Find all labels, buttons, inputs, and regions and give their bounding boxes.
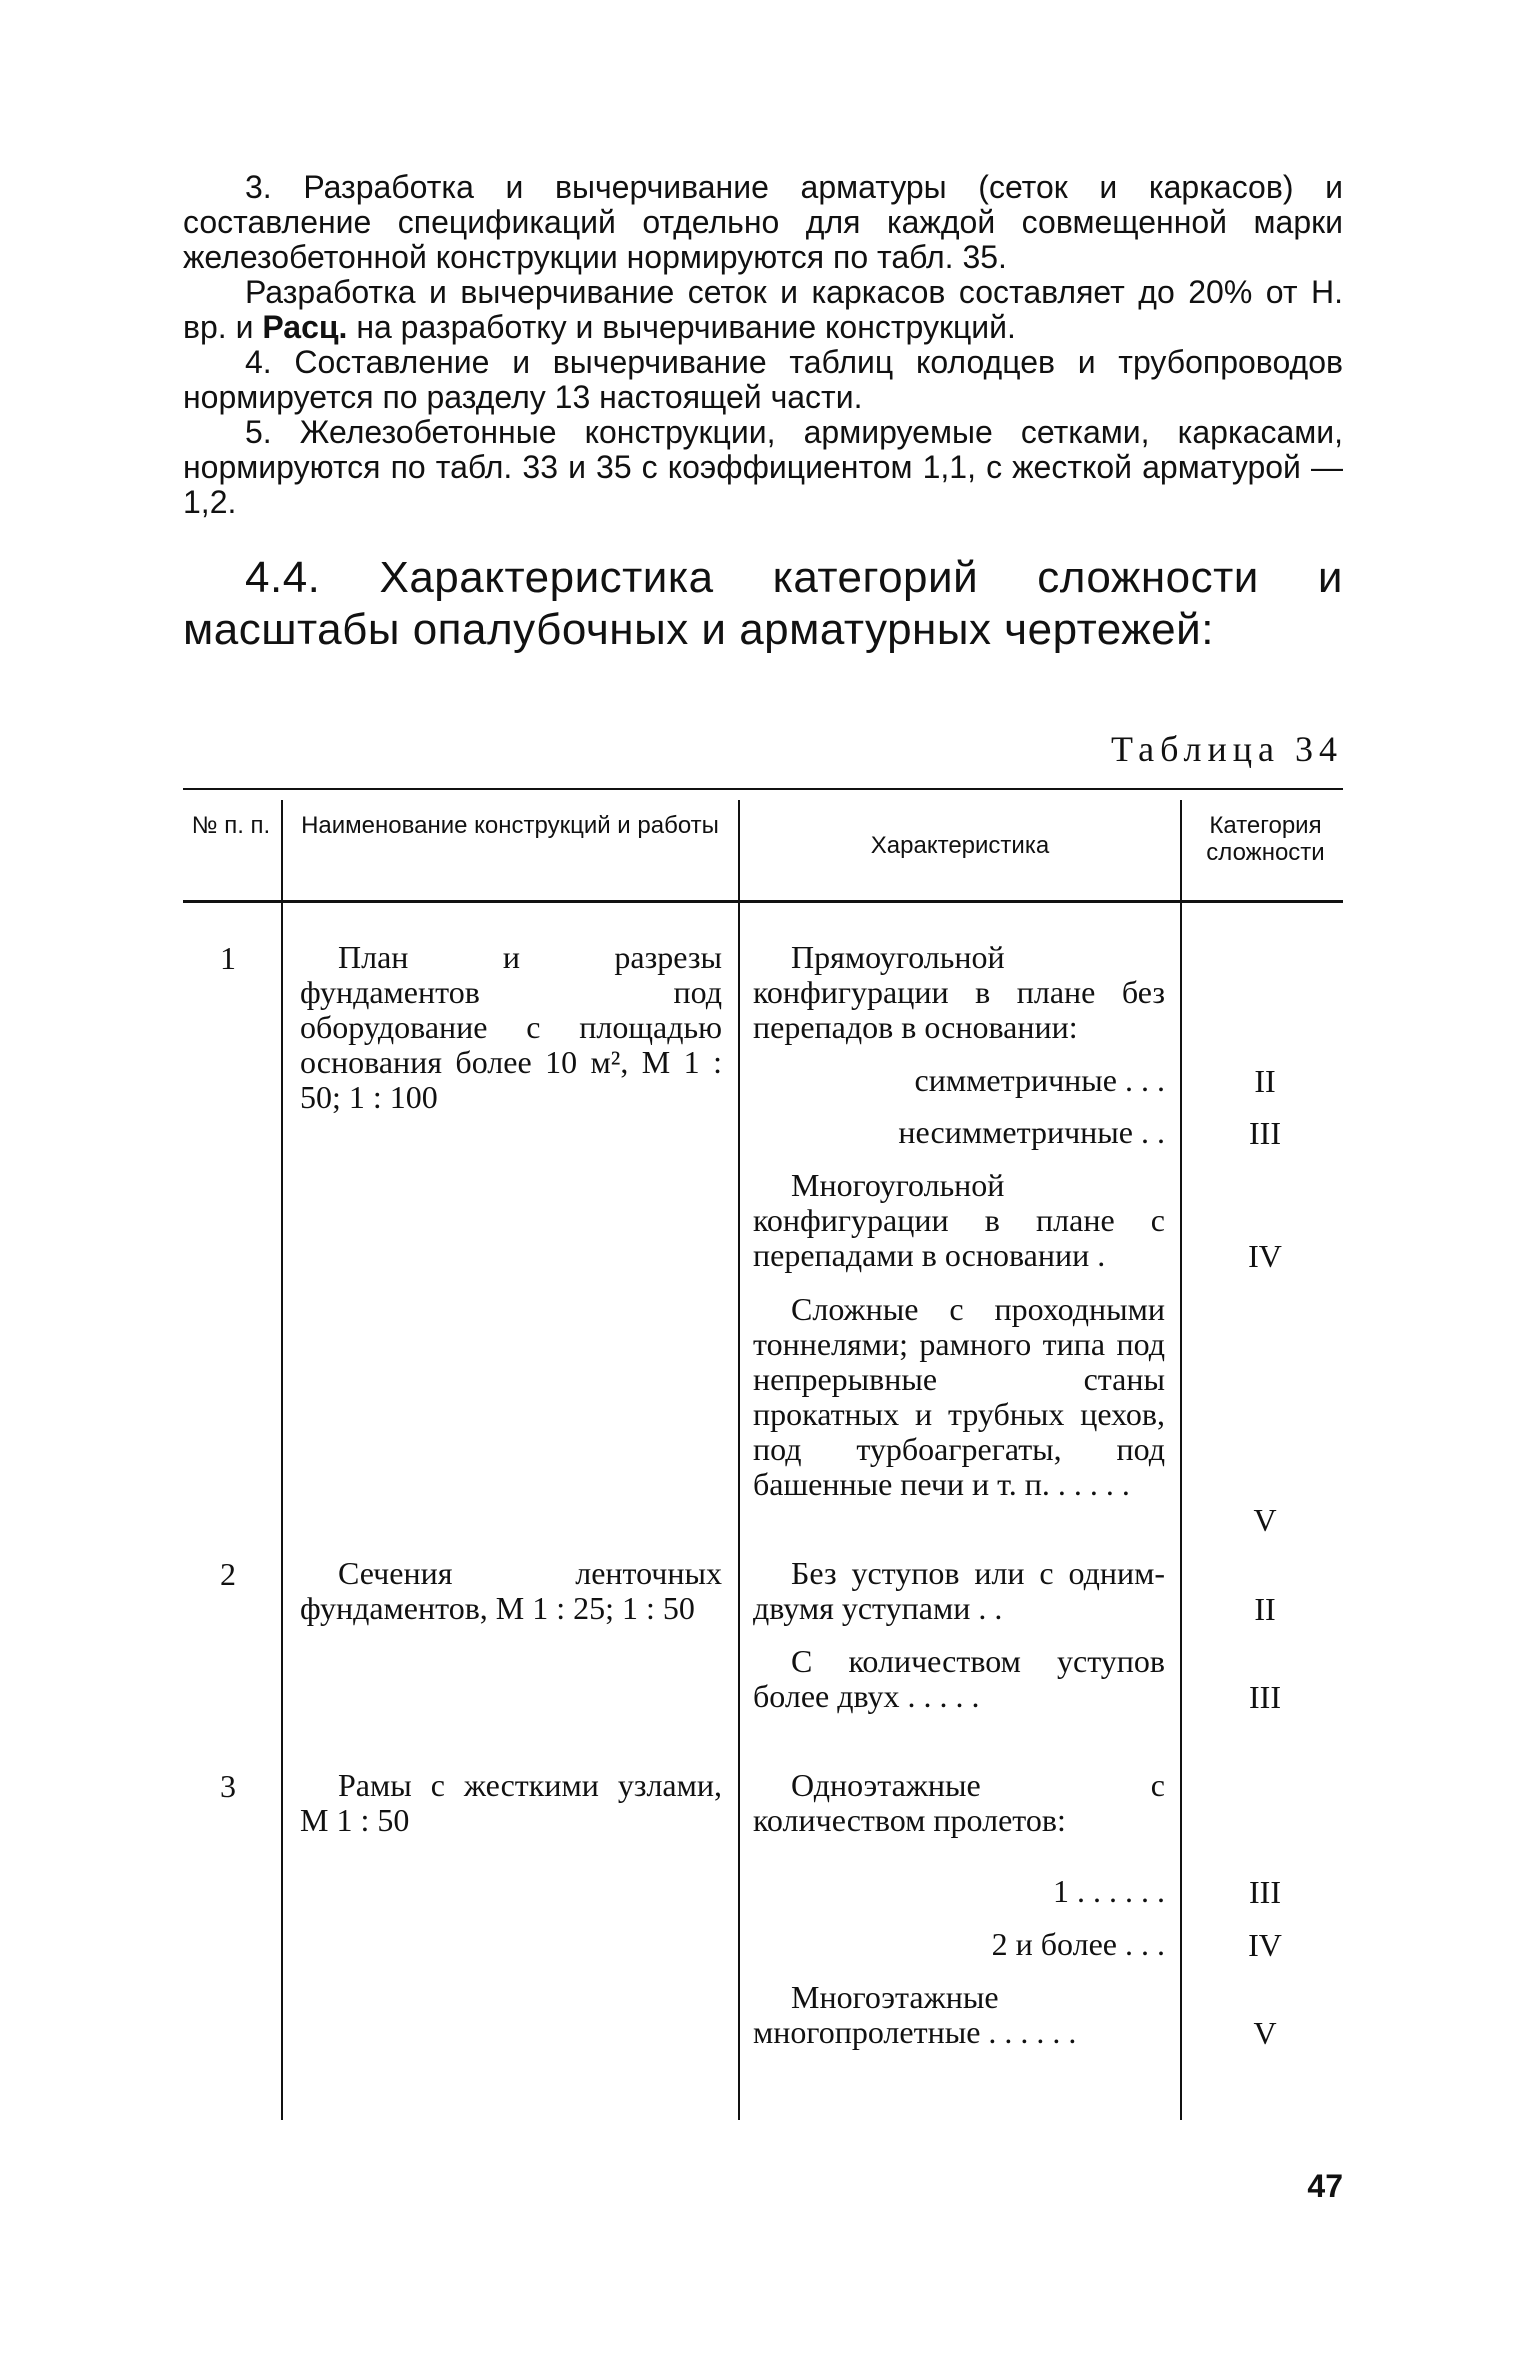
header-name: Наименование конструкций и работы: [301, 812, 719, 839]
row-characteristic: [753, 1768, 1165, 1838]
characteristic-item: Прямоугольной конфигурации в плане без перепадов в основании:: [753, 939, 1165, 1045]
paragraph-text: на разработку и вычерчивание конструкций.: [347, 309, 1016, 345]
header-characteristic: Характеристика: [870, 832, 1050, 859]
characteristic-item: 1 . . . . . .: [1053, 1873, 1165, 1909]
characteristic-item: Одноэтажные с количеством пролетов:: [753, 1767, 1165, 1838]
characteristic-item: несимметричные . .: [898, 1114, 1165, 1150]
row-characteristic: [753, 1063, 1165, 1098]
row-characteristic: [753, 1927, 1165, 1962]
row-name: Сечения ленточных фундаментов, М 1 : 25; 1 : 50: [300, 1555, 722, 1626]
characteristic-item: Многоэтажные многопролетные . . . . . .: [753, 1979, 1077, 2050]
row-characteristic: [753, 1980, 1165, 2050]
row-characteristic: [753, 940, 1165, 1045]
characteristic-item: симметричные . . .: [914, 1062, 1165, 1098]
intro-text: [183, 170, 1343, 520]
row-characteristic: [753, 1644, 1165, 1714]
paragraph-3-note: [183, 275, 1343, 345]
category-value: V: [1253, 2015, 1277, 2051]
table-header-border: [183, 900, 1343, 903]
category-value: III: [1249, 1874, 1281, 1910]
row-characteristic: [753, 1556, 1165, 1626]
row-name: Рамы с жесткими узлами, М 1 : 50: [300, 1767, 722, 1838]
row-name: План и разрезы фундаментов под оборудование с площадью основания более 10 м², М 1 : 50; 1 : 100: [300, 939, 722, 1115]
paragraph-4: 4. Составление и вычерчивание таблиц колодцев и трубопроводов нормируется по разделу 13 настоящей части.: [183, 344, 1343, 415]
category-value: II: [1254, 1591, 1276, 1627]
header-category: Категория сложности: [1206, 812, 1325, 866]
page-number: 47: [1307, 2168, 1343, 2204]
characteristic-item: Без уступов или с одним-двумя уступами . .: [753, 1555, 1165, 1626]
characteristic-item: Сложные с проходными тоннелями; рамного типа под непрерывные станы прокатных и трубных цехов, под турбоагрегаты, под башенные печи и т. п. . . . . .: [753, 1291, 1165, 1502]
section-title: 4.4. Характеристика категорий сложности и масштабы опалубочных и арматурных чертежей:: [183, 553, 1343, 654]
characteristic-item: Многоугольной конфигурации в плане с перепадами в основании .: [753, 1167, 1165, 1273]
category-value: IV: [1248, 1238, 1282, 1274]
characteristic-item: С количеством уступов более двух . . . . .: [753, 1643, 1165, 1714]
row-characteristic: [753, 1292, 1165, 1502]
header-num: № п. п.: [191, 812, 271, 839]
row-number: 3: [220, 1768, 236, 1804]
category-value: II: [1254, 1063, 1276, 1099]
paragraph-3: 3. Разработка и вычерчивание арматуры (сеток и каркасов) и составление спецификаций отдельно для каждой совмещенной марки железобетонной конструкции нормируются по табл. 35.: [183, 169, 1343, 275]
category-value: III: [1249, 1679, 1281, 1715]
column-divider: [1180, 800, 1182, 2120]
category-value: IV: [1248, 1927, 1282, 1963]
category-value: V: [1253, 1502, 1277, 1538]
row-characteristic: [753, 1168, 1165, 1273]
row-number: 2: [220, 1556, 236, 1592]
category-value: III: [1249, 1115, 1281, 1151]
row-characteristic: [753, 1874, 1165, 1909]
paragraph-text: Разработка и вычерчивание сеток и каркасов составляет до 20% от Н. вр. и: [183, 274, 1343, 345]
bold-term: Расц.: [262, 309, 348, 345]
paragraph-5: 5. Железобетонные конструкции, армируемые сетками, каркасами, нормируются по табл. 33 и 35 с коэффициентом 1,1, с жесткой арматурой — 1,2.: [183, 414, 1343, 520]
column-divider: [738, 800, 740, 2120]
row-number: 1: [220, 940, 236, 976]
table-top-border: [183, 788, 1343, 790]
column-divider: [281, 800, 283, 2120]
table-caption: Таблица 34: [1111, 729, 1343, 769]
row-characteristic: [753, 1115, 1165, 1150]
characteristic-item: 2 и более . . .: [991, 1926, 1165, 1962]
